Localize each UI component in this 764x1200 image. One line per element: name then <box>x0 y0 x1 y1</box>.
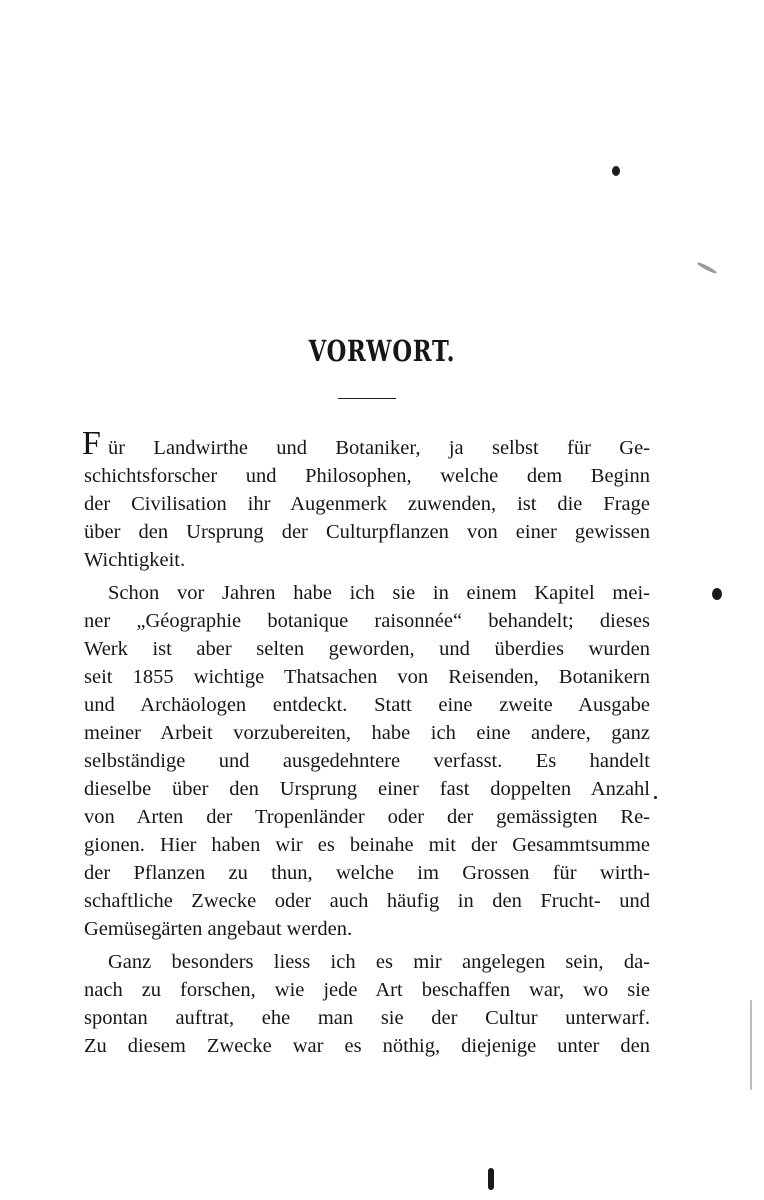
text-line: der Pflanzen zu thun, welche im Grossen für wirth- <box>84 862 650 884</box>
text-line: gionen. Hier haben wir es beinahe mit der Gesammtsumme <box>84 834 650 856</box>
text-line: F ür Landwirthe und Botaniker, ja selbst für Ge- <box>82 425 650 462</box>
text-line: meiner Arbeit vorzubereiten, habe ich eine andere, ganz <box>84 722 650 744</box>
drop-cap: F <box>82 425 101 462</box>
text-line: schaftliche Zwecke oder auch häufig in den Frucht- und <box>84 890 650 912</box>
ink-speck <box>612 166 620 176</box>
text-line: Schon vor Jahren habe ich sie in einem Kapitel mei- <box>108 582 650 604</box>
text-line: dieselbe über den Ursprung einer fast doppelten Anzahl <box>84 778 650 800</box>
text-line: Zu diesem Zwecke war es nöthig, diejenige unter den <box>84 1035 650 1057</box>
text-line: nach zu forschen, wie jede Art beschaffen war, wo sie <box>84 979 650 1001</box>
text-line: seit 1855 wichtige Thatsachen von Reisenden, Botanikern <box>84 666 650 688</box>
text-line: Gemüsegärten angebaut werden. <box>84 918 353 940</box>
text-line: schichtsforscher und Philosophen, welche dem Beginn <box>84 465 650 487</box>
ink-speck <box>654 796 657 799</box>
page-title: VORWORT. <box>308 334 456 368</box>
text-line: und Archäologen entdeckt. Statt eine zweite Ausgabe <box>84 694 650 716</box>
text-line: der Civilisation ihr Augenmerk zuwenden, ist die Frage <box>84 493 650 515</box>
text-line: selbständige und ausgedehntere verfasst. Es handelt <box>84 750 650 772</box>
text-line: von Arten der Tropenländer oder der gemässigten Re- <box>84 806 650 828</box>
text-line: ner „Géographie botanique raisonnée“ behandelt; dieses <box>84 610 650 632</box>
text-line: spontan auftrat, ehe man sie der Cultur unterwarf. <box>84 1007 650 1029</box>
text-line: über den Ursprung der Culturpflanzen von einer gewissen <box>84 521 650 543</box>
page-edge-shadow <box>750 1000 752 1090</box>
title-divider <box>338 398 396 399</box>
ink-speck <box>712 588 722 600</box>
ink-speck <box>488 1168 494 1190</box>
text-line: Werk ist aber selten geworden, und überdies wurden <box>84 638 650 660</box>
text-line: Wichtigkeit. <box>84 549 186 571</box>
ink-speck <box>696 261 717 275</box>
text-line: Ganz besonders liess ich es mir angelegen sein, da- <box>108 951 650 973</box>
